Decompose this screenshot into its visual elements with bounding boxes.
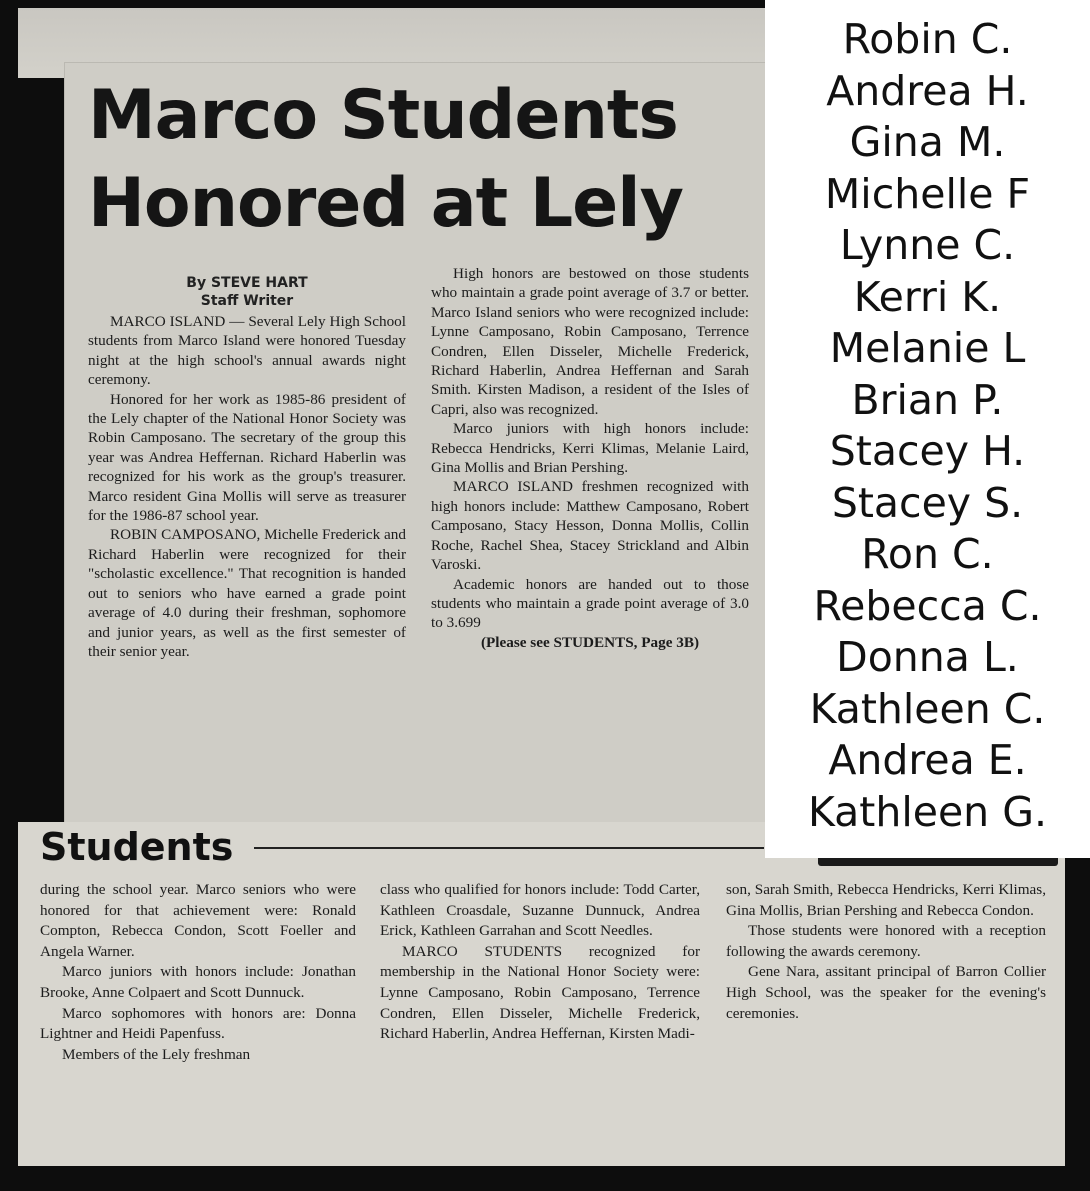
article-paragraph: ROBIN CAMPOSANO, Michelle Frederick and Richard Haberlin were recognized for their "scholastic excellence." That recognition is handed out to seniors who have earned a grade point average of 4.0 during their freshman, sophomore and junior years, as well as the first semester of their senior year. (88, 526, 406, 660)
byline: By STEVE HART (186, 275, 308, 291)
headline-line-2: Honored at Lely (88, 164, 683, 244)
article-paragraph: Marco juniors with high honors include: Rebecca Hendricks, Kerri Klimas, Melanie Laird, Gina Mollis and Brian Pershing. (431, 420, 749, 477)
name-item: Donna L. (836, 633, 1019, 681)
continuation-column-2 (380, 880, 700, 1045)
name-item: Andrea H. (826, 66, 1029, 115)
article-paragraph: High honors are bestowed on those students who maintain a grade point average of 3.7 or better. Marco Island seniors who were recognized include: Lynne Camposano, Robin Camposano, Terrence Condren, Ellen Disseler, Michelle Frederick, Richard Haberlin, Andrea Heffernan and Sarah Smith. Kirsten Madison, a resident of the Isles of Capri, also was recognized. (431, 265, 749, 418)
name-item: Andrea E. (828, 736, 1027, 784)
name-item: Kathleen C. (809, 684, 1046, 733)
article-column-1 (88, 274, 406, 661)
name-item: Lynne C. (839, 221, 1016, 269)
article-paragraph: Marco juniors with honors include: Jonathan Brooke, Anne Colpaert and Scott Dunnuck. (40, 963, 356, 1001)
name-item: Gina M. (849, 118, 1006, 166)
article-paragraph: MARCO ISLAND freshmen recognized with high honors include: Matthew Camposano, Robert Camposano, Stacy Hesson, Donna Mollis, Collin Roche, Rachel Shea, Stacey Strickland and Albin Varoski. (431, 478, 749, 574)
article-paragraph: during the school year. Marco seniors who were honored for that achievement were: Ronald Compton, Rebecca Condon, Scott Foeller and Angela Warner. (40, 881, 356, 960)
section-title: Students (40, 825, 234, 869)
name-item: Kathleen G. (807, 787, 1047, 836)
article-column-2 (431, 264, 749, 652)
article-paragraph: Marco sophomores with honors are: Donna Lightner and Heidi Papenfuss. (40, 1004, 356, 1043)
article-paragraph: MARCO ISLAND — Several Lely High School students from Marco Island were honored Tuesday night at the high school's annual awards night ceremony. (88, 313, 406, 389)
name-item: Michelle F (824, 169, 1031, 218)
article-paragraph: son, Sarah Smith, Rebecca Hendricks, Kerri Klimas, Gina Mollis, Brian Pershing and Rebecca Condon. (726, 881, 1046, 919)
name-item: Stacey H. (829, 427, 1026, 475)
article-paragraph: Academic honors are handed out to those students who maintain a grade point average of 3.0 to 3.699 (431, 575, 749, 632)
headline (88, 72, 758, 249)
name-item: Kerri K. (853, 272, 1002, 321)
name-item: Ron C. (861, 530, 994, 578)
continuation-column-3 (726, 880, 1046, 1024)
article-paragraph: Gene Nara, assitant principal of Barron Collier High School, was the speaker for the evening's ceremonies. (726, 963, 1046, 1022)
section-rule (254, 847, 764, 849)
name-list (765, 0, 1090, 838)
article-paragraph: Those students were honored with a reception following the awards ceremony. (726, 922, 1046, 960)
byline-role: Staff Writer (200, 293, 294, 309)
article-paragraph: Honored for her work as 1985-86 president of the Lely chapter of the National Honor Society was Robin Camposano. The secretary of the group this year was Andrea Heffernan. Richard Haberlin was recognized for his work as the group's treasurer. Marco resident Gina Mollis will serve as treasurer for the 1986-87 school year. (88, 390, 406, 525)
name-item: Stacey S. (831, 478, 1024, 527)
headline-line-1: Marco Students (88, 76, 678, 155)
name-item: Melanie L (829, 324, 1026, 372)
name-item: Brian P. (851, 375, 1004, 424)
article-paragraph: MARCO STUDENTS recognized for membership in the National Honor Society were: Lynne Camposano, Robin Camposano, Terrence Condren, Ellen Disseler, Michelle Frederick, Richard Haberlin, Andrea Heffernan, Kirsten Madi- (380, 942, 700, 1043)
continuation-column-1 (40, 880, 356, 1065)
continued-note: (Please see STUDENTS, Page 3B) (480, 633, 700, 651)
name-item: Robin C. (842, 15, 1013, 63)
name-item: Rebecca C. (813, 581, 1042, 630)
name-list-panel (765, 0, 1090, 858)
article-paragraph: class who qualified for honors include: Todd Carter, Kathleen Croasdale, Suzanne Dunnuck, Andrea Erick, Kathleen Garrahan and Scott Needles. (380, 881, 700, 940)
article-paragraph: Members of the Lely freshman (62, 1045, 251, 1063)
